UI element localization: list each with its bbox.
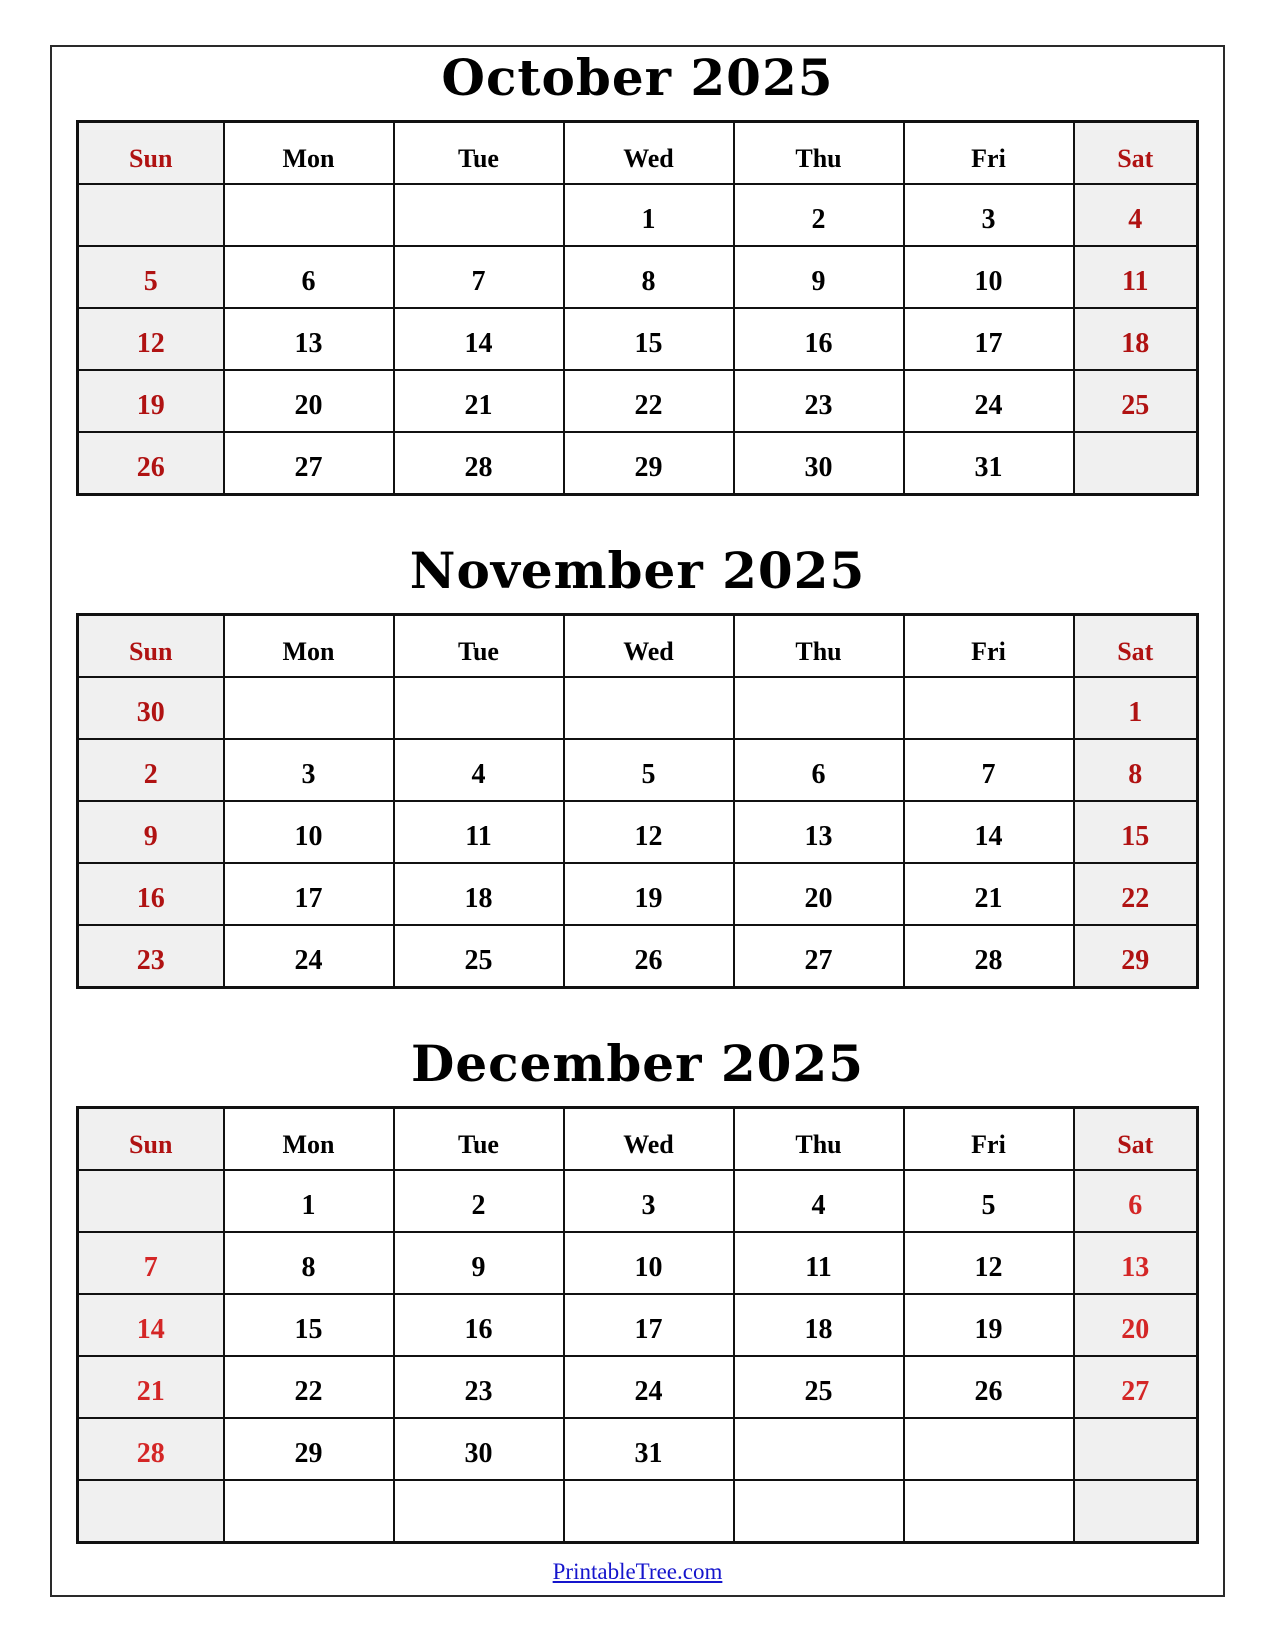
date-cell: [394, 184, 564, 246]
date-cell: 26: [904, 1356, 1074, 1418]
date-cell: 2: [394, 1170, 564, 1232]
date-cell: 20: [734, 863, 904, 925]
day-header-wed: Wed: [564, 615, 734, 678]
date-cell: 17: [564, 1294, 734, 1356]
day-header-tue: Tue: [394, 615, 564, 678]
date-cell: 28: [78, 1418, 224, 1480]
date-cell: 15: [564, 308, 734, 370]
week-row: [78, 925, 1198, 988]
day-header-sat: Sat: [1074, 1108, 1198, 1171]
date-cell: 2: [78, 739, 224, 801]
date-cell: 21: [78, 1356, 224, 1418]
week-row: [78, 1294, 1198, 1356]
date-cell: 25: [394, 925, 564, 988]
week-row: [78, 184, 1198, 246]
date-cell: 7: [394, 246, 564, 308]
date-cell: 13: [1074, 1232, 1198, 1294]
date-cell: 20: [1074, 1294, 1198, 1356]
week-row: [78, 370, 1198, 432]
date-cell: 22: [564, 370, 734, 432]
date-cell: 30: [734, 432, 904, 495]
date-cell: 9: [394, 1232, 564, 1294]
date-cell: 6: [224, 246, 394, 308]
month-title-november: November 2025: [409, 541, 866, 600]
week-row: [78, 1418, 1198, 1480]
date-cell: 18: [1074, 308, 1198, 370]
week-row: [78, 739, 1198, 801]
date-cell: 1: [224, 1170, 394, 1232]
date-cell: 26: [78, 432, 224, 495]
date-cell: 19: [904, 1294, 1074, 1356]
date-cell: 16: [734, 308, 904, 370]
day-header-thu: Thu: [734, 122, 904, 185]
week-row: [78, 863, 1198, 925]
date-cell: 7: [904, 739, 1074, 801]
date-cell: 8: [1074, 739, 1198, 801]
month-title-december: December 2025: [410, 1034, 864, 1093]
date-cell: 8: [564, 246, 734, 308]
date-cell: 23: [394, 1356, 564, 1418]
week-row: [78, 1170, 1198, 1232]
date-cell: 20: [224, 370, 394, 432]
date-cell: 25: [1074, 370, 1198, 432]
month-section-october: [50, 45, 1225, 496]
date-cell: [734, 1480, 904, 1543]
date-cell: [564, 1480, 734, 1543]
date-cell: 29: [224, 1418, 394, 1480]
day-header-mon: Mon: [224, 615, 394, 678]
month-section-november: [50, 496, 1225, 989]
day-header-fri: Fri: [904, 1108, 1074, 1171]
date-cell: [904, 1418, 1074, 1480]
day-header-fri: Fri: [904, 615, 1074, 678]
date-cell: 4: [1074, 184, 1198, 246]
date-cell: 5: [564, 739, 734, 801]
date-cell: 11: [394, 801, 564, 863]
date-cell: [224, 677, 394, 739]
day-header-mon: Mon: [224, 1108, 394, 1171]
day-header-fri: Fri: [904, 122, 1074, 185]
date-cell: 21: [394, 370, 564, 432]
date-cell: [394, 1480, 564, 1543]
date-cell: 3: [904, 184, 1074, 246]
date-cell: 24: [564, 1356, 734, 1418]
date-cell: 30: [78, 677, 224, 739]
date-cell: 11: [1074, 246, 1198, 308]
date-cell: [394, 677, 564, 739]
date-cell: 14: [394, 308, 564, 370]
day-header-row: [78, 122, 1198, 185]
day-header-wed: Wed: [564, 122, 734, 185]
date-cell: [78, 1480, 224, 1543]
day-header-wed: Wed: [564, 1108, 734, 1171]
date-cell: 27: [734, 925, 904, 988]
date-cell: 16: [78, 863, 224, 925]
date-cell: 12: [78, 308, 224, 370]
date-cell: 19: [564, 863, 734, 925]
date-cell: 1: [564, 184, 734, 246]
date-cell: 13: [734, 801, 904, 863]
day-header-thu: Thu: [734, 1108, 904, 1171]
date-cell: 12: [564, 801, 734, 863]
date-cell: [78, 184, 224, 246]
week-row: [78, 432, 1198, 495]
date-cell: 13: [224, 308, 394, 370]
date-cell: 3: [564, 1170, 734, 1232]
week-row: [78, 801, 1198, 863]
calendar-table-october: [76, 120, 1199, 496]
date-cell: 6: [1074, 1170, 1198, 1232]
date-cell: 31: [564, 1418, 734, 1480]
date-cell: 18: [394, 863, 564, 925]
date-cell: 23: [734, 370, 904, 432]
date-cell: 10: [564, 1232, 734, 1294]
month-title-october: October 2025: [441, 48, 834, 107]
date-cell: 2: [734, 184, 904, 246]
week-row: [78, 677, 1198, 739]
date-cell: 1: [1074, 677, 1198, 739]
week-row-empty: [78, 1480, 1198, 1543]
date-cell: 5: [78, 246, 224, 308]
date-cell: [224, 1480, 394, 1543]
date-cell: 27: [224, 432, 394, 495]
date-cell: [1074, 1418, 1198, 1480]
date-cell: 14: [78, 1294, 224, 1356]
printabletree-link[interactable]: PrintableTree.com: [552, 1559, 723, 1584]
date-cell: 15: [224, 1294, 394, 1356]
date-cell: 31: [904, 432, 1074, 495]
date-cell: 19: [78, 370, 224, 432]
date-cell: [904, 677, 1074, 739]
date-cell: 6: [734, 739, 904, 801]
date-cell: 11: [734, 1232, 904, 1294]
date-cell: 9: [78, 801, 224, 863]
date-cell: 9: [734, 246, 904, 308]
day-header-mon: Mon: [224, 122, 394, 185]
date-cell: 14: [904, 801, 1074, 863]
date-cell: 26: [564, 925, 734, 988]
date-cell: 28: [394, 432, 564, 495]
day-header-tue: Tue: [394, 122, 564, 185]
day-header-tue: Tue: [394, 1108, 564, 1171]
date-cell: 25: [734, 1356, 904, 1418]
date-cell: 12: [904, 1232, 1074, 1294]
date-cell: 18: [734, 1294, 904, 1356]
day-header-row: [78, 615, 1198, 678]
date-cell: 29: [564, 432, 734, 495]
date-cell: 24: [224, 925, 394, 988]
calendar-page: [50, 45, 1225, 1585]
date-cell: 17: [224, 863, 394, 925]
date-cell: 16: [394, 1294, 564, 1356]
date-cell: 7: [78, 1232, 224, 1294]
date-cell: [1074, 1480, 1198, 1543]
date-cell: 10: [224, 801, 394, 863]
date-cell: 15: [1074, 801, 1198, 863]
day-header-sun: Sun: [78, 1108, 224, 1171]
date-cell: 3: [224, 739, 394, 801]
week-row: [78, 246, 1198, 308]
date-cell: 5: [904, 1170, 1074, 1232]
date-cell: [904, 1480, 1074, 1543]
day-header-sat: Sat: [1074, 615, 1198, 678]
date-cell: 17: [904, 308, 1074, 370]
date-cell: [1074, 432, 1198, 495]
day-header-sun: Sun: [78, 615, 224, 678]
day-header-row: [78, 1108, 1198, 1171]
week-row: [78, 1232, 1198, 1294]
date-cell: 8: [224, 1232, 394, 1294]
month-section-december: [50, 989, 1225, 1544]
date-cell: 22: [1074, 863, 1198, 925]
date-cell: 21: [904, 863, 1074, 925]
week-row: [78, 1356, 1198, 1418]
day-header-thu: Thu: [734, 615, 904, 678]
day-header-sun: Sun: [78, 122, 224, 185]
date-cell: 4: [394, 739, 564, 801]
date-cell: [224, 184, 394, 246]
date-cell: 22: [224, 1356, 394, 1418]
date-cell: 23: [78, 925, 224, 988]
date-cell: [734, 677, 904, 739]
date-cell: 27: [1074, 1356, 1198, 1418]
date-cell: 4: [734, 1170, 904, 1232]
date-cell: [564, 677, 734, 739]
week-row: [78, 308, 1198, 370]
calendar-table-november: [76, 613, 1199, 989]
date-cell: [78, 1170, 224, 1232]
date-cell: 28: [904, 925, 1074, 988]
date-cell: 24: [904, 370, 1074, 432]
date-cell: 10: [904, 246, 1074, 308]
date-cell: 29: [1074, 925, 1198, 988]
calendar-table-december: [76, 1106, 1199, 1544]
page-footer: [50, 1559, 1225, 1585]
date-cell: [734, 1418, 904, 1480]
day-header-sat: Sat: [1074, 122, 1198, 185]
date-cell: 30: [394, 1418, 564, 1480]
